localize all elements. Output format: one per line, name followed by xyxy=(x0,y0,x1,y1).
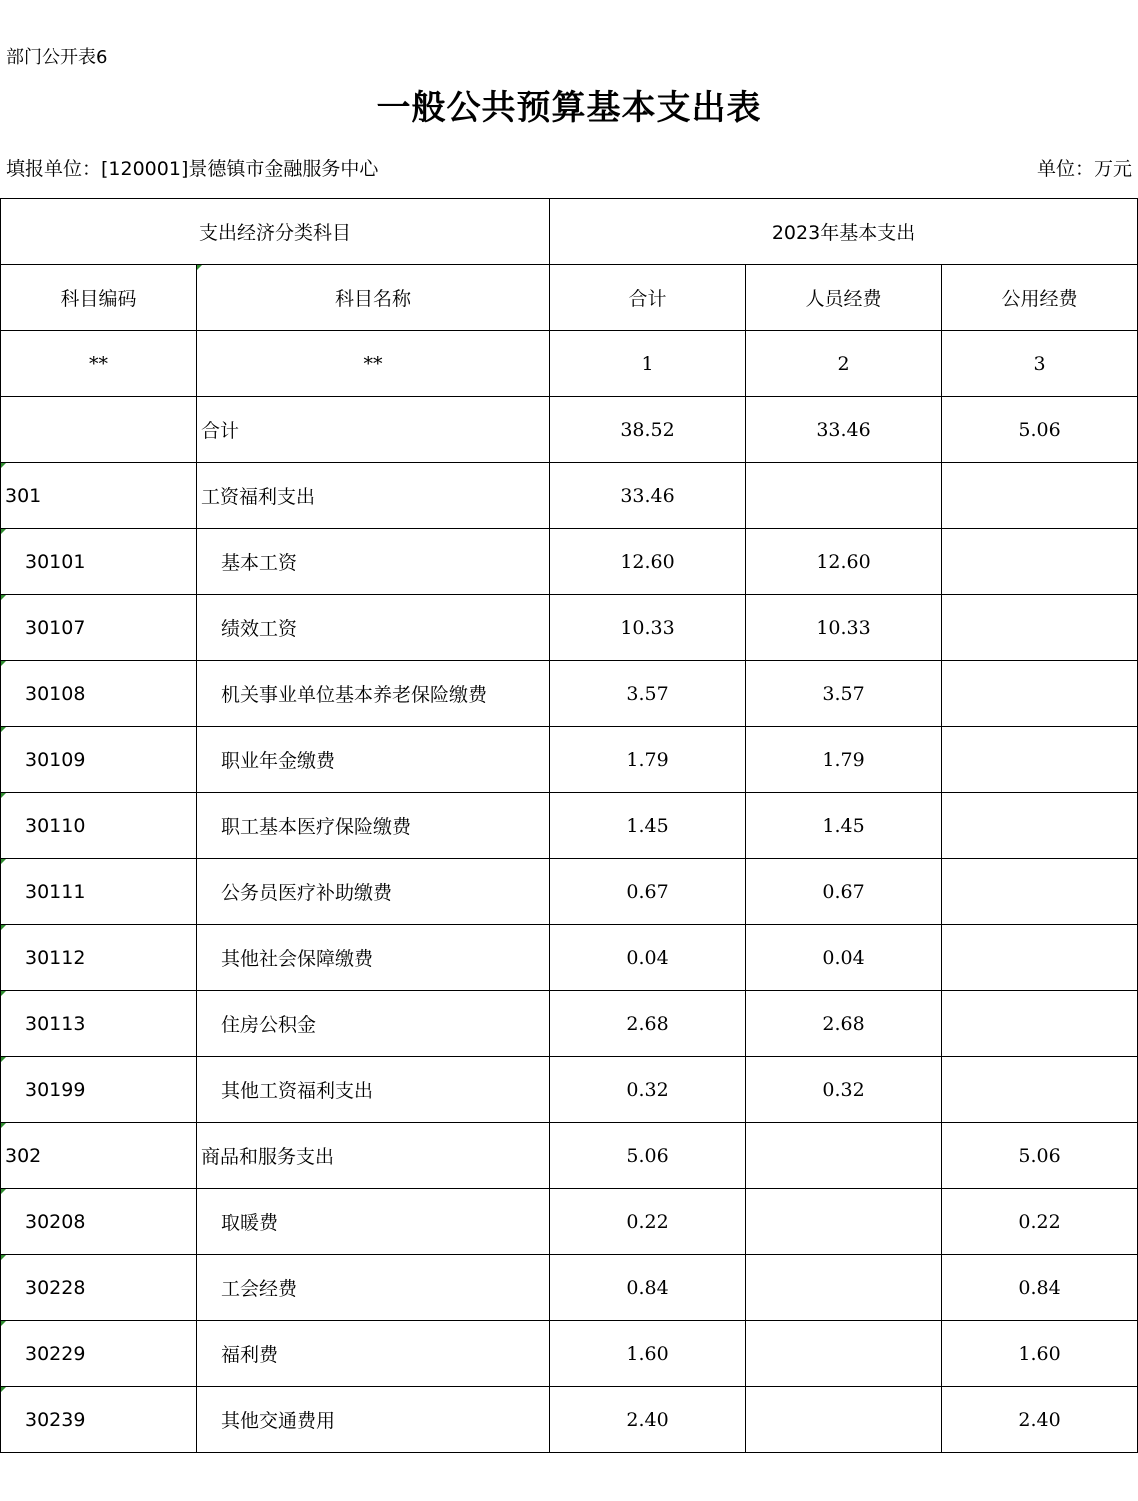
row-personnel: 2.68 xyxy=(746,991,942,1057)
table-row xyxy=(1,1387,1138,1453)
row-code: 30112 xyxy=(1,925,197,991)
row-personnel: 0.67 xyxy=(746,859,942,925)
table-row xyxy=(1,661,1138,727)
col-personnel-header: 人员经费 xyxy=(746,265,942,331)
header-column-row xyxy=(1,265,1138,331)
unit-label: 单位：万元 xyxy=(1036,158,1132,180)
row-code: 30101 xyxy=(1,529,197,595)
idx-public: 3 xyxy=(942,331,1138,397)
row-total: 12.60 xyxy=(550,529,746,595)
row-public: 1.60 xyxy=(942,1321,1138,1387)
row-public xyxy=(942,925,1138,991)
row-code: 30111 xyxy=(1,859,197,925)
row-total: 2.68 xyxy=(550,991,746,1057)
table-row xyxy=(1,1321,1138,1387)
row-public: 5.06 xyxy=(942,397,1138,463)
row-name: 工资福利支出 xyxy=(197,463,550,529)
row-personnel xyxy=(746,1387,942,1453)
expenditure-table xyxy=(0,198,1138,1453)
col-public-header: 公用经费 xyxy=(942,265,1138,331)
table-row xyxy=(1,529,1138,595)
table-row xyxy=(1,991,1138,1057)
row-personnel: 10.33 xyxy=(746,595,942,661)
table-row xyxy=(1,1189,1138,1255)
row-total: 5.06 xyxy=(550,1123,746,1189)
idx-total: 1 xyxy=(550,331,746,397)
filing-unit: 填报单位：[120001]景德镇市金融服务中心 xyxy=(6,158,379,180)
header-group-left: 支出经济分类科目 xyxy=(1,199,550,265)
row-personnel: 3.57 xyxy=(746,661,942,727)
row-name: 合计 xyxy=(197,397,550,463)
table-row xyxy=(1,397,1138,463)
col-name-header: 科目名称 xyxy=(197,265,550,331)
table-row xyxy=(1,859,1138,925)
table-row xyxy=(1,1057,1138,1123)
idx-name: ** xyxy=(197,331,550,397)
row-code: 301 xyxy=(1,463,197,529)
row-personnel: 1.79 xyxy=(746,727,942,793)
row-code: 30239 xyxy=(1,1387,197,1453)
row-name: 基本工资 xyxy=(197,529,550,595)
table-row xyxy=(1,793,1138,859)
row-code: 30229 xyxy=(1,1321,197,1387)
table-row xyxy=(1,925,1138,991)
row-total: 38.52 xyxy=(550,397,746,463)
row-public xyxy=(942,991,1138,1057)
row-name: 其他社会保障缴费 xyxy=(197,925,550,991)
idx-code: ** xyxy=(1,331,197,397)
row-public xyxy=(942,595,1138,661)
table-row xyxy=(1,463,1138,529)
row-total: 10.33 xyxy=(550,595,746,661)
row-public xyxy=(942,1057,1138,1123)
row-total: 0.22 xyxy=(550,1189,746,1255)
col-total-header: 合计 xyxy=(550,265,746,331)
table-row xyxy=(1,595,1138,661)
row-total: 0.32 xyxy=(550,1057,746,1123)
row-name: 其他工资福利支出 xyxy=(197,1057,550,1123)
row-name: 工会经费 xyxy=(197,1255,550,1321)
table-row xyxy=(1,1123,1138,1189)
row-personnel: 33.46 xyxy=(746,397,942,463)
row-total: 33.46 xyxy=(550,463,746,529)
row-public xyxy=(942,793,1138,859)
row-code: 30108 xyxy=(1,661,197,727)
row-name: 公务员医疗补助缴费 xyxy=(197,859,550,925)
row-name: 住房公积金 xyxy=(197,991,550,1057)
row-public xyxy=(942,661,1138,727)
row-total: 1.45 xyxy=(550,793,746,859)
row-personnel: 12.60 xyxy=(746,529,942,595)
row-name: 绩效工资 xyxy=(197,595,550,661)
row-name: 机关事业单位基本养老保险缴费 xyxy=(197,661,550,727)
row-total: 0.84 xyxy=(550,1255,746,1321)
row-code: 302 xyxy=(1,1123,197,1189)
row-personnel: 0.04 xyxy=(746,925,942,991)
row-code: 30228 xyxy=(1,1255,197,1321)
row-public xyxy=(942,529,1138,595)
row-name: 取暖费 xyxy=(197,1189,550,1255)
table-body xyxy=(1,397,1138,1453)
row-public: 0.22 xyxy=(942,1189,1138,1255)
row-name: 职业年金缴费 xyxy=(197,727,550,793)
row-total: 2.40 xyxy=(550,1387,746,1453)
row-public: 5.06 xyxy=(942,1123,1138,1189)
row-total: 3.57 xyxy=(550,661,746,727)
row-total: 0.04 xyxy=(550,925,746,991)
row-personnel: 0.32 xyxy=(746,1057,942,1123)
row-name: 商品和服务支出 xyxy=(197,1123,550,1189)
row-personnel xyxy=(746,1255,942,1321)
row-code: 30199 xyxy=(1,1057,197,1123)
row-public: 2.40 xyxy=(942,1387,1138,1453)
row-total: 0.67 xyxy=(550,859,746,925)
row-code: 30110 xyxy=(1,793,197,859)
col-code-header: 科目编码 xyxy=(1,265,197,331)
row-personnel xyxy=(746,1321,942,1387)
row-total: 1.79 xyxy=(550,727,746,793)
row-personnel xyxy=(746,1189,942,1255)
row-personnel: 1.45 xyxy=(746,793,942,859)
row-personnel xyxy=(746,1123,942,1189)
header-group-row xyxy=(1,199,1138,265)
row-public xyxy=(942,463,1138,529)
row-code: 30208 xyxy=(1,1189,197,1255)
document-label: 部门公开表6 xyxy=(6,47,108,68)
table-row xyxy=(1,1255,1138,1321)
page-title: 一般公共预算基本支出表 xyxy=(376,88,762,128)
row-name: 福利费 xyxy=(197,1321,550,1387)
row-name: 职工基本医疗保险缴费 xyxy=(197,793,550,859)
header-group-right: 2023年基本支出 xyxy=(550,199,1138,265)
header-index-row xyxy=(1,331,1138,397)
row-code xyxy=(1,397,197,463)
row-public xyxy=(942,727,1138,793)
row-personnel xyxy=(746,463,942,529)
row-total: 1.60 xyxy=(550,1321,746,1387)
idx-personnel: 2 xyxy=(746,331,942,397)
row-public: 0.84 xyxy=(942,1255,1138,1321)
row-code: 30109 xyxy=(1,727,197,793)
table-row xyxy=(1,727,1138,793)
row-code: 30107 xyxy=(1,595,197,661)
row-code: 30113 xyxy=(1,991,197,1057)
row-public xyxy=(942,859,1138,925)
row-name: 其他交通费用 xyxy=(197,1387,550,1453)
